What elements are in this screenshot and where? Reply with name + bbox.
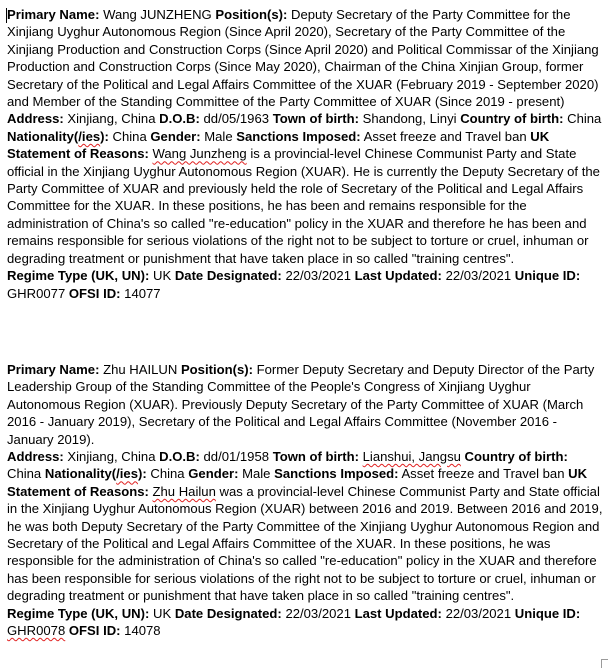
statement-text: was a provincial-level Chinese Communist Party and State official in the Xinjiang Uyghur Autonomous Region (XUAR) between 2016 and 2019. Between 2016 and 2019, he was both Deputy Secretary of the Party Committee of the Xinjiang Uyghur Autonomous Region and Secretary of the Political and Legal Affairs Committee of the XUAR. In these positions, he was responsible for the administration of China's so called "re-education" policy in the XUAR and therefore has been responsible for serious violations of the right not to be subject to torture or cruel, inhuman or degrading treatment or punishment that have taken place in so called "training centres". [7,483,603,604]
town-of-birth-label: Town of birth: [272,449,359,465]
positions-value: Former Deputy Secretary and Deputy Director of the Party Leadership Group of the Standing Committee of the People's Congress of Xinjiang Uyghur Autonomous Region (XUAR). Previously Deputy Secretary of the Party Committee of XUAR (March 2016 - January 2019), Secretary of the Political and Legal Affairs Committee (November 2016 - January 2019). [7,362,595,447]
dob-value: dd/05/1963 [203,111,270,127]
last-updated-label: Last Updated: [354,268,442,284]
gender-label: Gender: [188,466,239,482]
country-of-birth-label: Country of birth: [464,449,568,465]
statement-prefix-label: UK [530,128,550,144]
nationality-label: Nationality(/ies): [44,466,147,482]
positions-label: Position(s): [215,7,288,22]
page-corner-mark [601,659,608,668]
town-of-birth-value: Shandong, Linyi [362,111,457,127]
regime-type-label: Regime Type (UK, UN): [7,268,150,284]
country-of-birth-value: China [7,466,42,482]
address-value: Xinjiang, China [67,111,156,127]
spellcheck-underline: /ies [78,128,101,144]
primary-name-value: Wang JUNZHENG [103,7,212,22]
positions-label: Position(s): [180,362,253,377]
address-label: Address: [7,449,64,465]
ofsi-id-label: OFSI ID: [68,285,121,301]
sanctions-imposed-value: Asset freeze and Travel ban [401,466,565,482]
statement-of-reasons-label: Statement of Reasons: [7,146,149,162]
gender-value: Male [204,128,233,144]
sanctions-imposed-label: Sanctions Imposed: [236,128,361,144]
ofsi-id-value: 14077 [124,285,161,301]
dob-label: D.O.B: [159,449,200,465]
country-of-birth-value: China [567,111,602,127]
regime-type-label: Regime Type (UK, UN): [7,605,150,621]
sanctions-imposed-value: Asset freeze and Travel ban [363,128,527,144]
positions-value: Deputy Secretary of the Party Committee for the Xinjiang Uyghur Autonomous Region (Since April 2020), Secretary of the Party Committee of the Xinjiang Production and Construction Corps (Since April 2020) and Political Commissar of the Xinjiang Production and Construction Corps (Since May 2020), Chairman of the China Xinjian Group, former Secretary of the Political and Legal Affairs Committee of the XUAR (February 2019 - September 2020) and Member of the Standing Committee of the Party Committee of XUAR (Since 2019 - present) [7,7,599,110]
primary-name-label: Primary Name: [7,362,100,377]
ofsi-id-label: OFSI ID: [68,623,121,639]
date-designated-label: Date Designated: [174,268,282,284]
unique-id-value: GHR0077 [7,285,66,301]
address-label: Address: [7,111,64,127]
town-of-birth-value: Lianshui, Jangsu [362,449,461,465]
last-updated-value: 22/03/2021 [445,268,512,284]
gender-value: Male [242,466,271,482]
nationality-value: China [150,466,185,482]
unique-id-label: Unique ID: [514,268,581,284]
regime-type-value: UK [152,268,172,284]
nationality-value: China [112,128,147,144]
statement-text: is a provincial-level Chinese Communist Party and State official in the Xinjiang Uyghur Autonomous Region (XUAR). He is currently the Deputy Secretary of the Party Committee of XUAR and previously held the role of Secretary of the Political and Legal Affairs Committee for the XUAR. In these positions, he has been and remains responsible for the administration of China's so called "re-education" policy in the XUAR and therefore he has been and remains responsible for serious violations of the right not to be subject to torture or cruel, inhuman or degrading treatment or punishment that have taken place in so called "training centres". [7,146,600,266]
unique-id-value: GHR0078 [7,623,66,639]
last-updated-label: Last Updated: [354,605,442,621]
dob-value: dd/01/1958 [203,449,270,465]
gender-label: Gender: [150,128,201,144]
sanctions-entry [7,361,605,640]
statement-name: Zhu Hailun [152,483,216,499]
primary-name-label: Primary Name: [7,7,100,22]
date-designated-value: 22/03/2021 [285,605,351,621]
dob-label: D.O.B: [159,111,200,127]
statement-name: Wang Junzheng [152,146,247,162]
nationality-label: Nationality(/ies): [7,128,109,144]
unique-id-label: Unique ID: [514,605,581,621]
town-of-birth-label: Town of birth: [272,111,359,127]
date-designated-value: 22/03/2021 [285,268,351,284]
last-updated-value: 22/03/2021 [445,605,512,621]
sanctions-imposed-label: Sanctions Imposed: [274,466,399,482]
date-designated-label: Date Designated: [174,605,282,621]
sanctions-entry [7,6,605,302]
statement-prefix-label: UK [568,466,588,482]
primary-name-value: Zhu HAILUN [103,362,178,377]
country-of-birth-label: Country of birth: [460,111,564,127]
regime-type-value: UK [152,605,172,621]
spellcheck-underline: /ies [116,466,138,482]
statement-of-reasons-label: Statement of Reasons: [7,483,149,499]
ofsi-id-value: 14078 [124,623,161,639]
address-value: Xinjiang, China [67,449,156,465]
